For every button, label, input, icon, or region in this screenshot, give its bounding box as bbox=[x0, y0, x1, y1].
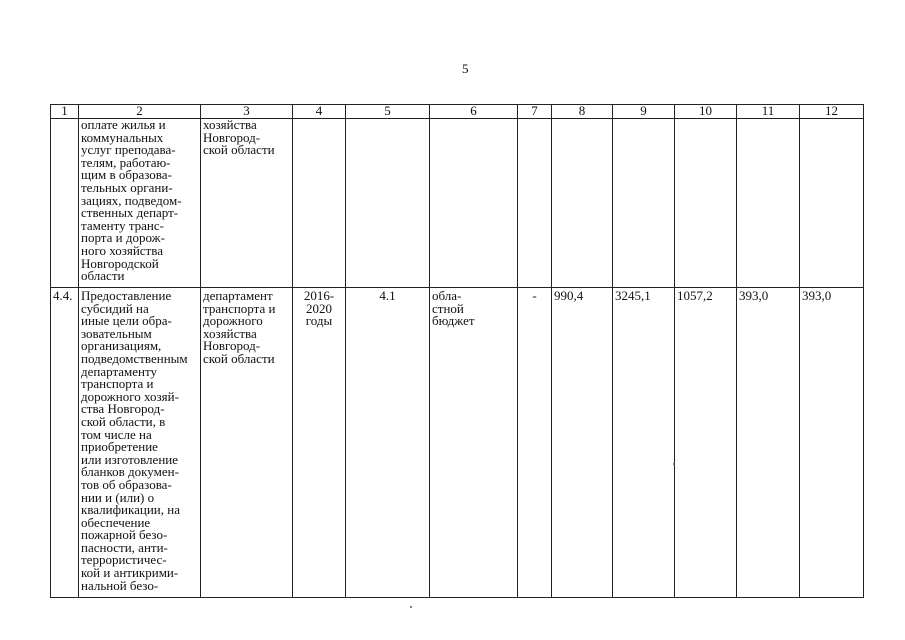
header-cell: 1 bbox=[51, 105, 79, 119]
cell-text-line: Новгородской bbox=[81, 255, 159, 271]
header-row bbox=[51, 105, 864, 119]
cell-text-line: 1057,2 bbox=[677, 288, 713, 303]
header-cell: 8 bbox=[552, 105, 613, 119]
cell-col10 bbox=[675, 288, 737, 598]
header-cell: 2 bbox=[79, 105, 201, 119]
scan-speck bbox=[673, 463, 675, 465]
cell-target bbox=[346, 119, 430, 288]
cell-col11 bbox=[737, 119, 800, 288]
header-cell: 4 bbox=[293, 105, 346, 119]
cell-text-line: или изготовление bbox=[81, 451, 178, 467]
cell-text-line: 990,4 bbox=[554, 288, 584, 303]
cell-text-line: 2020 bbox=[306, 300, 332, 316]
cell-executor bbox=[201, 288, 293, 598]
cell-text-line: оплате жилья и bbox=[81, 118, 166, 132]
cell-col12 bbox=[800, 288, 864, 598]
cell-text-line: телям, работаю- bbox=[81, 154, 171, 170]
table-row bbox=[51, 288, 864, 598]
cell-text-line: хозяйства bbox=[203, 325, 257, 341]
cell-text-line: организациям, bbox=[81, 338, 162, 354]
cell-text-line: таменту транс- bbox=[81, 217, 164, 233]
cell-col7 bbox=[518, 119, 552, 288]
cell-text-line: годы bbox=[305, 313, 333, 329]
header-cell: 7 bbox=[518, 105, 552, 119]
cell-text-line: квалификации, на bbox=[81, 502, 180, 518]
cell-col7 bbox=[518, 288, 552, 598]
cell-text-line: 393,0 bbox=[802, 288, 832, 303]
cell-period bbox=[293, 288, 346, 598]
header-cell: 5 bbox=[346, 105, 430, 119]
cell-target bbox=[346, 288, 430, 598]
cell-text-line: Новгород- bbox=[203, 129, 261, 145]
cell-text-line: транспорта и bbox=[81, 376, 154, 392]
scan-speck bbox=[410, 606, 412, 608]
table-row bbox=[51, 119, 864, 288]
program-table bbox=[50, 104, 864, 598]
cell-col10 bbox=[675, 119, 737, 288]
cell-text-line: ской области bbox=[203, 350, 275, 366]
cell-text-line: тов об образова- bbox=[81, 476, 172, 492]
cell-text-line: - bbox=[532, 288, 537, 303]
cell-text-line: приобретение bbox=[81, 439, 158, 455]
cell-text-line: ственных департ- bbox=[81, 205, 179, 221]
cell-text-line: подведомственным bbox=[81, 350, 188, 366]
header-cell: 11 bbox=[737, 105, 800, 119]
cell-col9 bbox=[613, 288, 675, 598]
cell-text-line: бюджет bbox=[432, 313, 475, 329]
cell-source bbox=[430, 288, 518, 598]
cell-col11 bbox=[737, 288, 800, 598]
cell-text-line: зовательным bbox=[81, 325, 152, 341]
cell-text-line: услуг преподава- bbox=[81, 142, 176, 158]
cell-text-line: щим в образова- bbox=[81, 167, 172, 183]
cell-text-line: ного хозяйства bbox=[81, 242, 163, 258]
header-cell: 6 bbox=[430, 105, 518, 119]
cell-text-line: тельных органи- bbox=[81, 179, 173, 195]
cell-text-line: пасности, анти- bbox=[81, 539, 168, 555]
cell-text-line: бланков докумен- bbox=[81, 464, 179, 480]
cell-col9 bbox=[613, 119, 675, 288]
cell-text-line: нальной безо- bbox=[81, 577, 159, 593]
cell-text-line: хозяйства bbox=[203, 118, 257, 132]
header-cell: 3 bbox=[201, 105, 293, 119]
cell-text-line: транспорта и bbox=[203, 300, 276, 316]
page-number: 5 bbox=[462, 61, 469, 76]
cell-period bbox=[293, 119, 346, 288]
cell-text-line: нии и (или) о bbox=[81, 489, 155, 505]
cell-executor bbox=[201, 119, 293, 288]
cell-text-line: области bbox=[81, 268, 125, 284]
cell-text-line: дорожного хозяй- bbox=[81, 388, 179, 404]
cell-text-line: ской области, в bbox=[81, 413, 166, 429]
cell-text-line: департамент bbox=[203, 288, 273, 303]
cell-number bbox=[51, 119, 79, 288]
cell-text-line: иные цели обра- bbox=[81, 313, 172, 329]
cell-text-line: кой и антикрими- bbox=[81, 565, 179, 581]
cell-text-line: зациях, подведом- bbox=[81, 192, 182, 208]
cell-text-line: стной bbox=[432, 300, 464, 316]
cell-text-line: Новгород- bbox=[203, 338, 261, 354]
cell-text-line: 2016- bbox=[303, 288, 335, 303]
cell-text-line: 4.4. bbox=[53, 288, 73, 303]
cell-text-line: порта и дорож- bbox=[81, 230, 165, 246]
cell-text-line: ства Новгород- bbox=[81, 401, 165, 417]
cell-text-line: 4.1 bbox=[379, 288, 396, 303]
header-cell: 12 bbox=[800, 105, 864, 119]
cell-text-line: пожарной безо- bbox=[81, 527, 168, 543]
cell-text-line: коммунальных bbox=[81, 129, 164, 145]
cell-text-line: 3245,1 bbox=[615, 288, 651, 303]
cell-number bbox=[51, 288, 79, 598]
cell-text-line: 393,0 bbox=[739, 288, 769, 303]
cell-text-line: террористичес- bbox=[81, 552, 167, 568]
cell-text-line: дорожного bbox=[203, 313, 263, 329]
cell-text-line: том числе на bbox=[81, 426, 152, 442]
cell-col8 bbox=[552, 119, 613, 288]
cell-col12 bbox=[800, 119, 864, 288]
cell-source bbox=[430, 119, 518, 288]
cell-measure bbox=[79, 119, 201, 288]
cell-text-line: департаменту bbox=[81, 363, 158, 379]
cell-col8 bbox=[552, 288, 613, 598]
cell-text-line: Предоставление bbox=[81, 288, 172, 303]
cell-text-line: ской области bbox=[203, 142, 275, 158]
header-cell: 9 bbox=[613, 105, 675, 119]
header-cell: 10 bbox=[675, 105, 737, 119]
cell-text-line: обла- bbox=[432, 288, 462, 303]
cell-measure bbox=[79, 288, 201, 598]
cell-text-line: обеспечение bbox=[81, 514, 151, 530]
cell-text-line: субсидий на bbox=[81, 300, 149, 316]
